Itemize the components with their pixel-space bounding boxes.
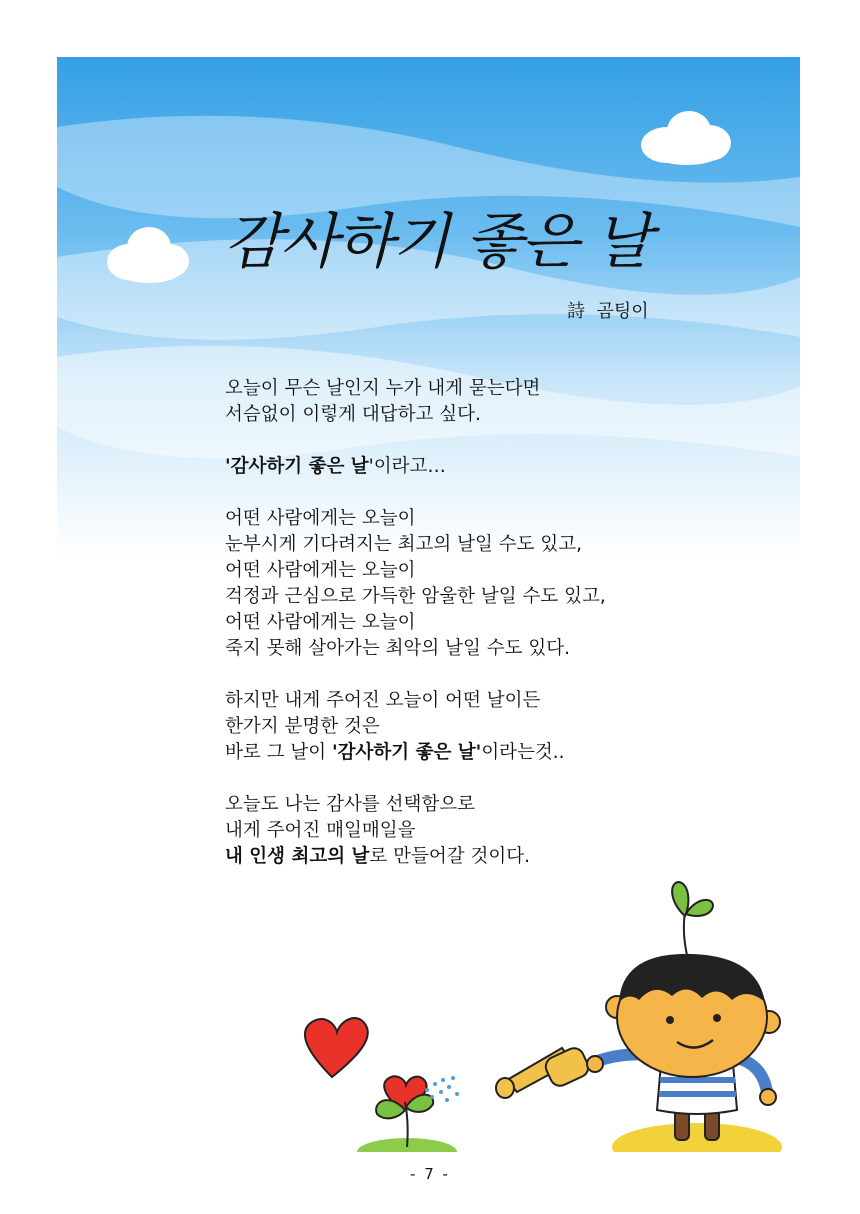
poem-line: 어떤 사람에게는 오늘이 — [225, 508, 416, 529]
head-sprout-stem — [684, 912, 687, 955]
bold-phrase: 감사하기 좋은 날 — [230, 456, 369, 477]
poem-line: 걱정과 근심으로 가득한 암울한 날일 수도 있고, — [225, 586, 606, 607]
poem-line: 서슴없이 이렇게 대답하고 싶다. — [225, 404, 481, 425]
stanza-3 — [225, 506, 745, 662]
leaf-icon — [686, 900, 713, 916]
poem-line: 한가지 분명한 것은 — [225, 716, 380, 737]
bold-phrase: 내 인생 최고의 날 — [225, 846, 370, 867]
poem-title-text: 감사하기 좋은 날 — [224, 207, 650, 277]
stanza-4 — [225, 688, 745, 766]
bold-phrase: '감사하기 좋은 날' — [332, 742, 482, 763]
poem-line: 어떤 사람에게는 오늘이 — [225, 560, 416, 581]
poem-line: 내게 주어진 매일매일을 — [225, 820, 416, 841]
ground-patch — [612, 1123, 782, 1152]
stanza-1 — [225, 376, 745, 428]
poem-line — [225, 454, 745, 480]
poem-line: 어떤 사람에게는 오늘이 — [225, 612, 416, 633]
poem-body — [225, 376, 745, 896]
page-number: - 7 - — [410, 1165, 450, 1183]
stanza-2 — [225, 454, 745, 480]
poem-line: 하지만 내게 주어진 오늘이 어떤 날이든 — [225, 690, 541, 711]
poem-line — [225, 740, 745, 766]
line-rest: 로 만들어갈 것이다. — [369, 846, 531, 867]
poem-line: 죽지 못해 살아가는 최악의 날일 수도 있다. — [225, 638, 570, 659]
line-start: 바로 그 날이 — [225, 742, 332, 763]
line-rest: '이라고… — [368, 456, 446, 477]
watering-can-icon — [496, 1045, 603, 1098]
poem-line: 오늘도 나는 감사를 선택함으로 — [225, 794, 475, 815]
poem-page — [57, 57, 800, 1152]
quote-mark: ' — [225, 456, 231, 477]
line-rest: 이라는것.. — [481, 742, 565, 763]
heart-icon — [305, 1018, 368, 1077]
poem-line: 오늘이 무슨 날인지 누가 내게 묻는다면 — [225, 378, 541, 399]
poem-title — [217, 167, 657, 317]
leaf-icon — [672, 882, 688, 916]
gardening-boy-illustration — [277, 852, 787, 1152]
poem-line: 눈부시게 기다려지는 최고의 날일 수도 있고, — [225, 534, 582, 555]
author-line: 詩 곰팅이 — [567, 301, 649, 322]
